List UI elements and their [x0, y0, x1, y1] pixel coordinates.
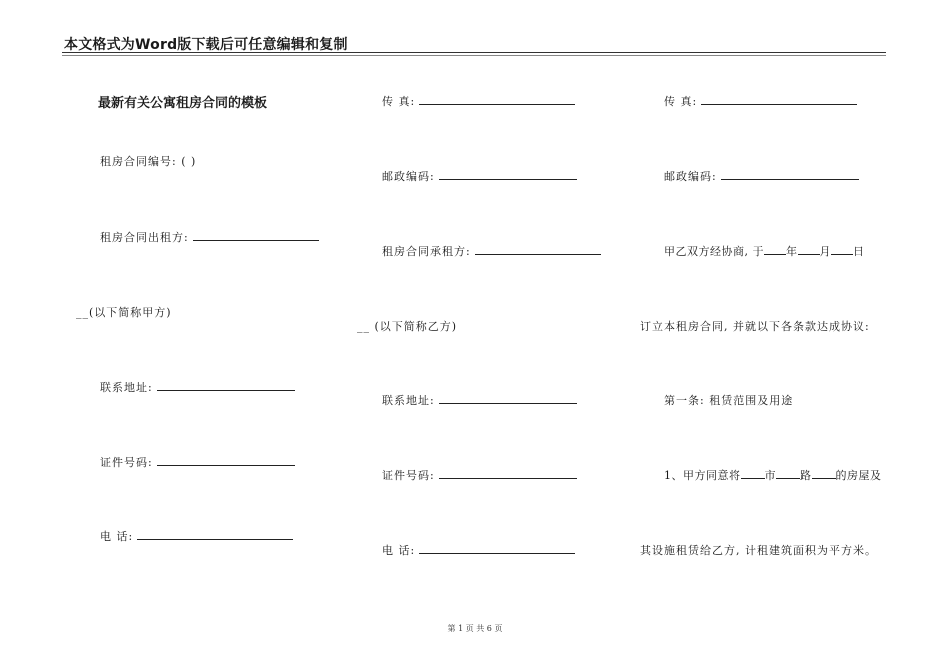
lessee-blank: [475, 243, 601, 255]
item-1-suffix: 的房屋及: [835, 469, 882, 482]
header-rule: [62, 52, 886, 56]
contract-number-line: [100, 153, 196, 169]
lessee-note: __ (以下简称乙方): [357, 320, 458, 333]
lessee-line: [382, 243, 601, 259]
lessor-address-line: [100, 379, 295, 395]
lessor-fax-line: [382, 93, 575, 109]
lessor-blank: [193, 229, 319, 241]
agreement-sentence: 订立本租房合同, 并就以下各条款达成协议:: [640, 320, 870, 333]
lessee-fax-line: [664, 93, 857, 109]
lessee-phone-label: 电 话:: [382, 544, 416, 557]
lessee-id-line: [382, 467, 577, 483]
city-label: 市: [764, 469, 776, 482]
month-blank: [798, 243, 820, 255]
agreement-date-line: [664, 243, 865, 259]
item-1-line: [664, 467, 882, 483]
agreement-date-prefix: 甲乙双方经协商, 于: [664, 245, 764, 258]
road-blank-2: [812, 467, 836, 479]
lessor-line: [100, 229, 319, 245]
lessor-id-blank: [157, 454, 295, 466]
day-blank: [831, 243, 853, 255]
lessee-address-label: 联系地址:: [382, 394, 435, 407]
lessor-phone-blank: [137, 528, 293, 540]
lessee-phone-blank: [419, 542, 575, 554]
year-blank: [764, 243, 786, 255]
lessor-postcode-blank: [439, 168, 577, 180]
lessee-id-label: 证件号码:: [382, 469, 435, 482]
lessee-postcode-label: 邮政编码:: [664, 170, 717, 183]
item-1-prefix: 1、甲方同意将: [664, 469, 741, 482]
lessee-address-blank: [439, 392, 577, 404]
year-label: 年: [786, 245, 798, 258]
road-blank-1: [776, 467, 800, 479]
document-header: 本文格式为Word版下载后可任意编辑和复制: [64, 37, 348, 53]
lessor-address-blank: [157, 379, 295, 391]
item-1-continuation: 其设施租赁给乙方, 计租建筑面积为平方米。: [640, 544, 877, 557]
day-label: 日: [853, 245, 865, 258]
contract-number-label: 租房合同编号: ( ): [100, 155, 197, 168]
lessee-phone-line: [382, 542, 575, 558]
lessee-postcode-line: [664, 168, 859, 184]
lessor-fax-label: 传 真:: [382, 95, 416, 108]
lessee-fax-label: 传 真:: [664, 95, 698, 108]
lessor-postcode-label: 邮政编码:: [382, 170, 435, 183]
article-1-heading: 第一条: 租赁范围及用途: [664, 394, 794, 407]
lessor-phone-line: [100, 528, 293, 544]
lessor-fax-blank: [419, 93, 575, 105]
lessor-postcode-line: [382, 168, 577, 184]
lessee-fax-blank: [701, 93, 857, 105]
city-blank: [741, 467, 765, 479]
lessee-id-blank: [439, 467, 577, 479]
lessor-address-label: 联系地址:: [100, 381, 153, 394]
lessee-label: 租房合同承租方:: [382, 245, 471, 258]
lessee-address-line: [382, 392, 577, 408]
month-label: 月: [819, 245, 831, 258]
lessee-postcode-blank: [721, 168, 859, 180]
lessor-id-label: 证件号码:: [100, 456, 153, 469]
document-title: 最新有关公寓租房合同的模板: [98, 96, 268, 111]
road-label: 路: [800, 469, 812, 482]
lessor-phone-label: 电 话:: [100, 530, 134, 543]
page-footer: 第 1 页 共 6 页: [447, 624, 503, 633]
lessor-label: 租房合同出租方:: [100, 231, 189, 244]
lessor-note: __(以下简称甲方): [76, 306, 172, 319]
lessor-id-line: [100, 454, 295, 470]
